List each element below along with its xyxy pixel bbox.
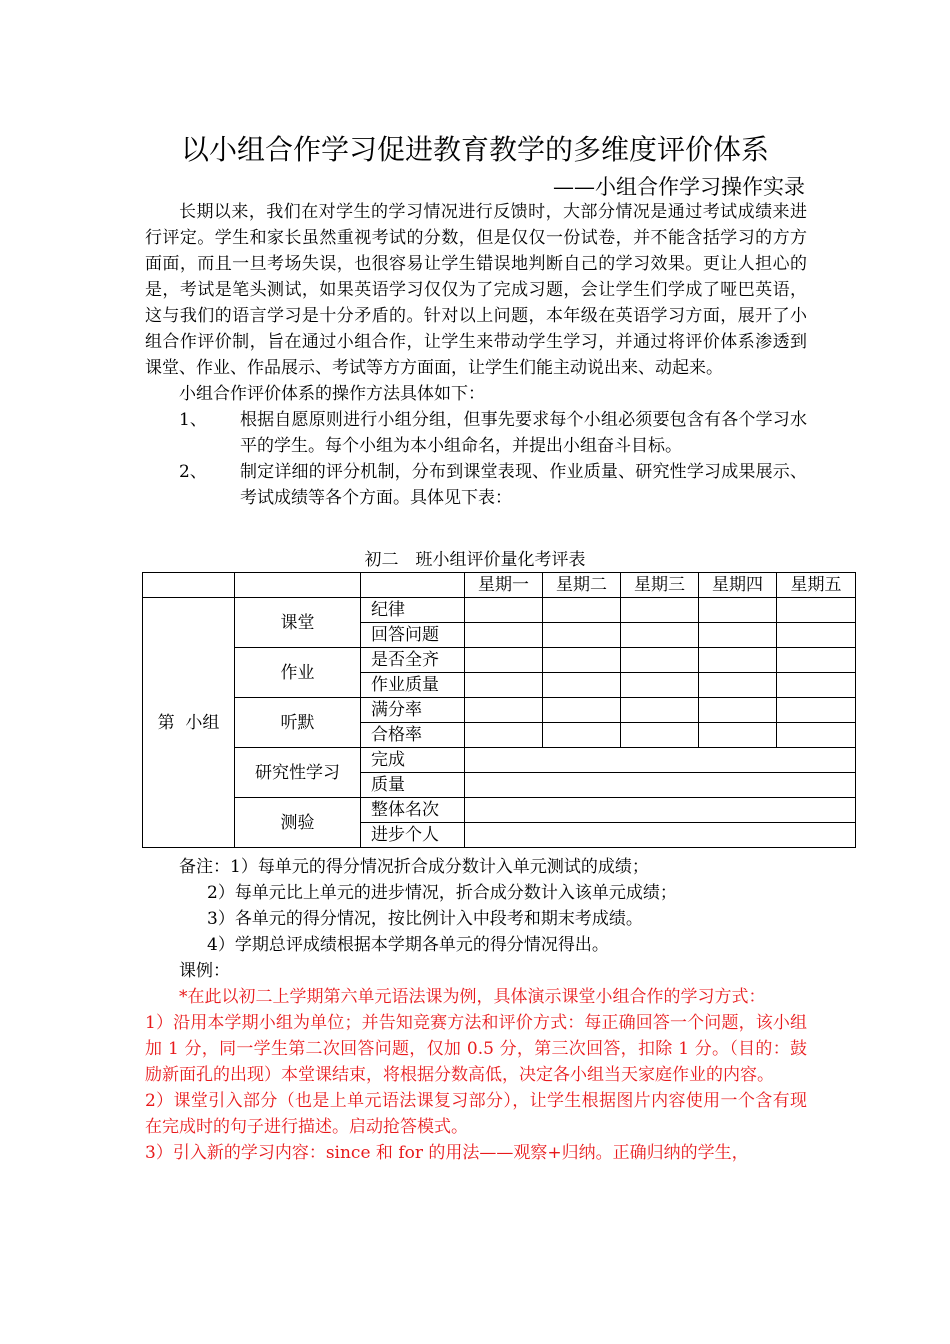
lesson-section	[145, 958, 807, 1166]
score-cell	[777, 698, 856, 723]
group-label-cell: 第 小组	[143, 598, 235, 848]
step-text: 制定详细的评分机制，分布到课堂表现、作业质量、研究性学习成果展示、考试成绩等各个方面。具体见下表：	[240, 462, 807, 508]
lesson-paragraph: 1）沿用本学期小组为单位；并告知竞赛方法和评价方式：每正确回答一个问题，该小组加 1 分，同一学生第二次回答问题，仅加 0.5 分，第三次回答，扣除 1 分。（目的：鼓励新面孔的出现）本堂课结束，将根据分数高低，决定各小组当天家庭作业的内容。	[145, 1013, 807, 1085]
score-cell	[621, 623, 699, 648]
item-cell: 是否全齐	[361, 648, 465, 673]
table-row	[143, 598, 856, 623]
step-number: 1、	[179, 410, 207, 430]
category-cell: 课堂	[235, 598, 361, 648]
table-header-row	[143, 573, 856, 598]
score-cell	[543, 598, 621, 623]
score-cell	[465, 598, 543, 623]
day-header: 星期四	[699, 573, 777, 598]
lesson-paragraph: 3）引入新的学习内容：since 和 for 的用法——观察+归纳。正确归纳的学生，	[145, 1143, 749, 1163]
item-cell: 合格率	[361, 723, 465, 748]
score-cell	[621, 723, 699, 748]
score-cell	[699, 598, 777, 623]
table-row	[143, 698, 856, 723]
score-cell	[465, 648, 543, 673]
table-caption: 初二 班小组评价量化考评表	[364, 550, 586, 570]
item-cell: 作业质量	[361, 673, 465, 698]
score-cell	[543, 673, 621, 698]
score-cell	[465, 723, 543, 748]
score-cell	[465, 673, 543, 698]
score-cell	[543, 723, 621, 748]
notes-section	[145, 854, 807, 958]
lesson-label: 课例：	[179, 961, 230, 981]
method-intro: 小组合作评价体系的操作方法具体如下：	[179, 384, 485, 404]
category-cell: 听默	[235, 698, 361, 748]
merged-score-cell	[465, 748, 856, 773]
category-cell: 测验	[235, 798, 361, 848]
score-cell	[699, 623, 777, 648]
item-cell: 整体名次	[361, 798, 465, 823]
step-item	[145, 459, 807, 511]
document-subtitle: ——小组合作学习操作实录	[553, 175, 805, 199]
score-cell	[543, 648, 621, 673]
table-row	[143, 798, 856, 823]
item-cell: 进步个人	[361, 823, 465, 848]
day-header: 星期一	[465, 573, 543, 598]
item-cell: 纪律	[361, 598, 465, 623]
score-cell	[777, 648, 856, 673]
evaluation-table	[142, 572, 856, 848]
score-cell	[777, 723, 856, 748]
header-empty-cell	[361, 573, 465, 598]
score-cell	[465, 698, 543, 723]
day-header: 星期三	[621, 573, 699, 598]
score-cell	[777, 673, 856, 698]
step-text: 根据自愿原则进行小组分组，但事先要求每个小组必须要包含有各个学习水平的学生。每个小组为本小组命名，并提出小组奋斗目标。	[240, 410, 807, 456]
item-cell: 满分率	[361, 698, 465, 723]
table-row	[143, 648, 856, 673]
item-cell: 质量	[361, 773, 465, 798]
note-line: 4）学期总评成绩根据本学期各单元的得分情况得出。	[207, 935, 609, 955]
table-row	[143, 748, 856, 773]
category-cell: 研究性学习	[235, 748, 361, 798]
category-cell: 作业	[235, 648, 361, 698]
item-cell: 完成	[361, 748, 465, 773]
score-cell	[621, 598, 699, 623]
score-cell	[777, 598, 856, 623]
lesson-paragraph: 2）课堂引入部分（也是上单元语法课复习部分），让学生根据图片内容使用一个含有现在完成时的句子进行描述。启动抢答模式。	[145, 1091, 807, 1137]
merged-score-cell	[465, 773, 856, 798]
note-line: 3）各单元的得分情况，按比例计入中段考和期末考成绩。	[207, 909, 643, 929]
score-cell	[621, 673, 699, 698]
header-empty-cell	[143, 573, 235, 598]
score-cell	[465, 623, 543, 648]
note-line: 备注：1）每单元的得分情况折合成分数计入单元测试的成绩；	[179, 857, 649, 877]
score-cell	[621, 648, 699, 673]
day-header: 星期五	[777, 573, 856, 598]
item-cell: 回答问题	[361, 623, 465, 648]
intro-paragraph: 长期以来，我们在对学生的学习情况进行反馈时，大部分情况是通过考试成绩来进行评定。学生和家长虽然重视考试的分数，但是仅仅一份试卷，并不能含括学习的方方面面，而且一旦考场失误，也很容易让学生错误地判断自己的学习效果。更让人担心的是，考试是笔头测试，如果英语学习仅仅为了完成习题，会让学生们学成了哑巴英语，这与我们的语言学习是十分矛盾的。针对以上问题，本年级在英语学习方面，展开了小组合作评价制，旨在通过小组合作，让学生来带动学生学习，并通过将评价体系渗透到课堂、作业、作品展示、考试等方方面面，让学生们能主动说出来、动起来。	[145, 202, 807, 378]
score-cell	[699, 723, 777, 748]
note-line: 2）每单元比上单元的进步情况，折合成分数计入该单元成绩；	[207, 883, 677, 903]
score-cell	[777, 623, 856, 648]
lesson-paragraph: *在此以初二上学期第六单元语法课为例，具体演示课堂小组合作的学习方式：	[179, 987, 766, 1007]
step-item	[145, 407, 807, 459]
step-number: 2、	[179, 462, 207, 482]
intro-section	[145, 199, 807, 511]
score-cell	[699, 698, 777, 723]
score-cell	[621, 698, 699, 723]
merged-score-cell	[465, 798, 856, 823]
merged-score-cell	[465, 823, 856, 848]
score-cell	[543, 698, 621, 723]
day-header: 星期二	[543, 573, 621, 598]
score-cell	[543, 623, 621, 648]
score-cell	[699, 648, 777, 673]
header-empty-cell	[235, 573, 361, 598]
document-title: 以小组合作学习促进教育教学的多维度评价体系	[180, 133, 769, 166]
score-cell	[699, 673, 777, 698]
